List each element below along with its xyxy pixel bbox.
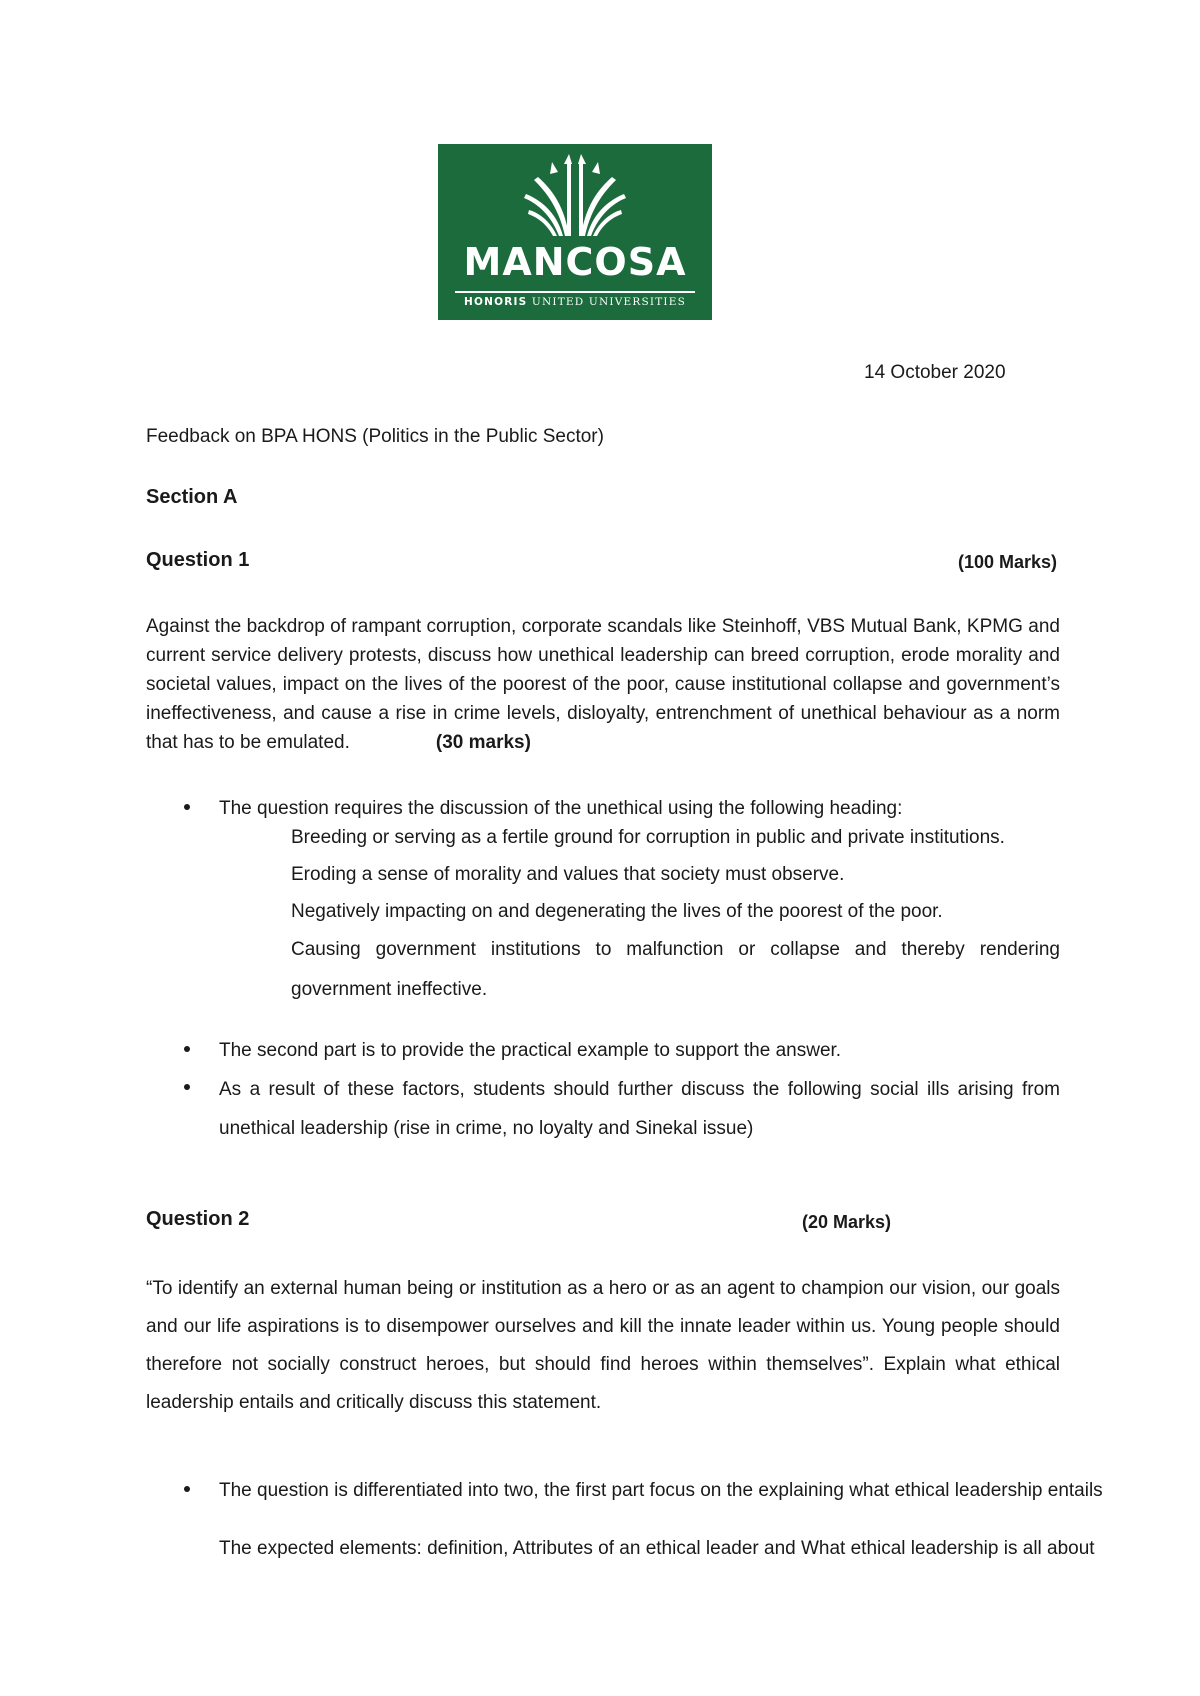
q1-bullet-2: The second part is to provide the practical example to support the answer. [219, 1040, 842, 1061]
logo-subtitle: HONORIS UNITED UNIVERSITIES [463, 296, 687, 308]
q1-sub-item: Negatively impacting on and degenerating the lives of the poorest of the poor. [291, 901, 943, 922]
bullet-icon [182, 1084, 192, 1094]
question-2-text: “To identify an external human being or institution as a hero or as an agent to champion our vision, our goals and our life aspirations is to disempower ourselves and kill the innate leader within us. Young people should therefore not socially construct heroes, but should find heroes within themselves”. Explain what ethical leadership entails and critically discuss this statement. [146, 1278, 1060, 1413]
bullet-icon [182, 1486, 192, 1496]
plant-emblem-icon [438, 144, 712, 244]
q1-sub-item: Eroding a sense of morality and values that society must observe. [291, 864, 845, 885]
question-2-marks: (20 Marks) [802, 1212, 892, 1232]
logo-wordmark: MANCOSA [463, 240, 687, 284]
q1-bullet-1: The question requires the discussion of the unethical using the following heading: [219, 798, 903, 819]
bullet-icon [182, 804, 192, 814]
q2-bullet-1: The question is differentiated into two, the first part focus on the explaining what ethical leadership entails [219, 1480, 1103, 1501]
bullet-icon [182, 1046, 192, 1056]
q1-sub-item: Causing government institutions to malfunction or collapse and thereby rendering government ineffective. [291, 939, 1060, 1000]
question-1-part-marks: (30 marks) [435, 732, 531, 753]
mancosa-logo [438, 144, 712, 320]
q2-expected-elements: The expected elements: definition, Attributes of an ethical leader and What ethical leadership is all about [219, 1538, 1095, 1559]
section-a-heading: Section A [146, 486, 238, 508]
q1-bullet-3: As a result of these factors, students should further discuss the following social ills arising from unethical leadership (rise in crime, no loyalty and Sinekal issue) [219, 1079, 1060, 1139]
question-1-heading: Question 1 [146, 549, 250, 571]
question-1-text: Against the backdrop of rampant corruption, corporate scandals like Steinhoff, VBS Mutual Bank, KPMG and current service delivery protests, discuss how unethical leadership can breed corruption, erode morality and societal values, impact on the lives of the poorest of the poor, cause institutional collapse and government’s ineffectiveness, and cause a rise in crime levels, disloyalty, entrenchment of unethical behaviour as a norm that has to be emulated. (30 marks) [146, 616, 1060, 753]
document-date: 14 October 2020 [864, 362, 1006, 383]
question-2-heading: Question 2 [146, 1208, 250, 1230]
q1-sub-item: Breeding or serving as a fertile ground for corruption in public and private institutions. [291, 827, 1005, 848]
question-1-marks: (100 Marks) [958, 552, 1058, 572]
logo-divider [455, 291, 695, 293]
feedback-title: Feedback on BPA HONS (Politics in the Public Sector) [146, 426, 604, 447]
